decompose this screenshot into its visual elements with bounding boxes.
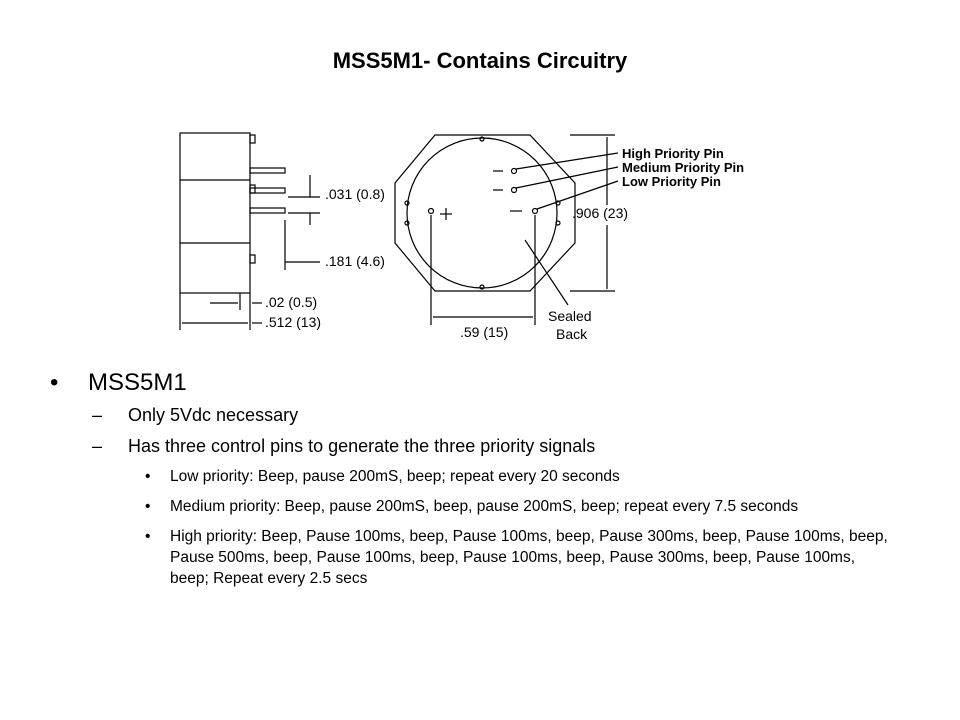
label-low-priority-pin: Low Priority Pin [622,174,721,189]
dash-marker: – [92,436,103,456]
slide-title: MSS5M1- Contains Circuitry [332,48,628,73]
front-view [395,135,618,325]
bullet-main-text: MSS5M1 [88,369,187,396]
bullet-sub-2 [50,435,930,458]
label-medium-priority-pin: Medium Priority Pin [622,160,745,175]
dash-marker: – [92,405,103,425]
bullet-list [50,368,930,598]
bullet-detail-high [50,526,890,589]
label-back: Back [556,326,588,342]
label-high-priority-pin: High Priority Pin [622,146,724,161]
bullet-detail-low-text: Low priority: Beep, pause 200mS, beep; repeat every 20 seconds [170,468,620,485]
bullet-detail-high-text: High priority: Beep, Pause 100ms, beep, Pause 100ms, beep, Pause 300ms, beep, Pause 100ms, beep, Pause 500ms, beep, Pause 100ms, beep, Pause 100ms, beep, Pause 300ms, beep, Pause 100ms, beep; Repeat every 2.5 secs [170,528,888,587]
bullet-detail-low [50,466,890,487]
dim-height: .906 (23) [572,205,629,221]
bullet-sub-1-text: Only 5Vdc necessary [128,405,299,425]
dim-pin-width: .031 (0.8) [325,186,385,202]
bullet-marker: • [145,528,151,545]
mechanical-drawing [170,125,800,355]
bullet-marker: • [145,498,151,515]
dim-flange: .02 (0.5) [265,294,318,310]
label-sealed: Sealed [548,308,592,324]
dim-depth: .512 (13) [265,314,322,330]
bullet-detail-medium-text: Medium priority: Beep, pause 200mS, beep, pause 200mS, beep; repeat every 7.5 seconds [170,498,799,515]
bullet-marker: • [145,468,151,485]
dim-pin-spacing: .59 (15) [460,324,509,340]
bullet-sub-2-text: Has three control pins to generate the three priority signals [128,436,596,456]
bullet-sub-1 [50,404,930,427]
dim-pin-length: .181 (4.6) [325,253,385,269]
bullet-detail-medium [50,496,890,517]
bullet-main [50,368,930,398]
bullet-marker: • [50,369,59,396]
